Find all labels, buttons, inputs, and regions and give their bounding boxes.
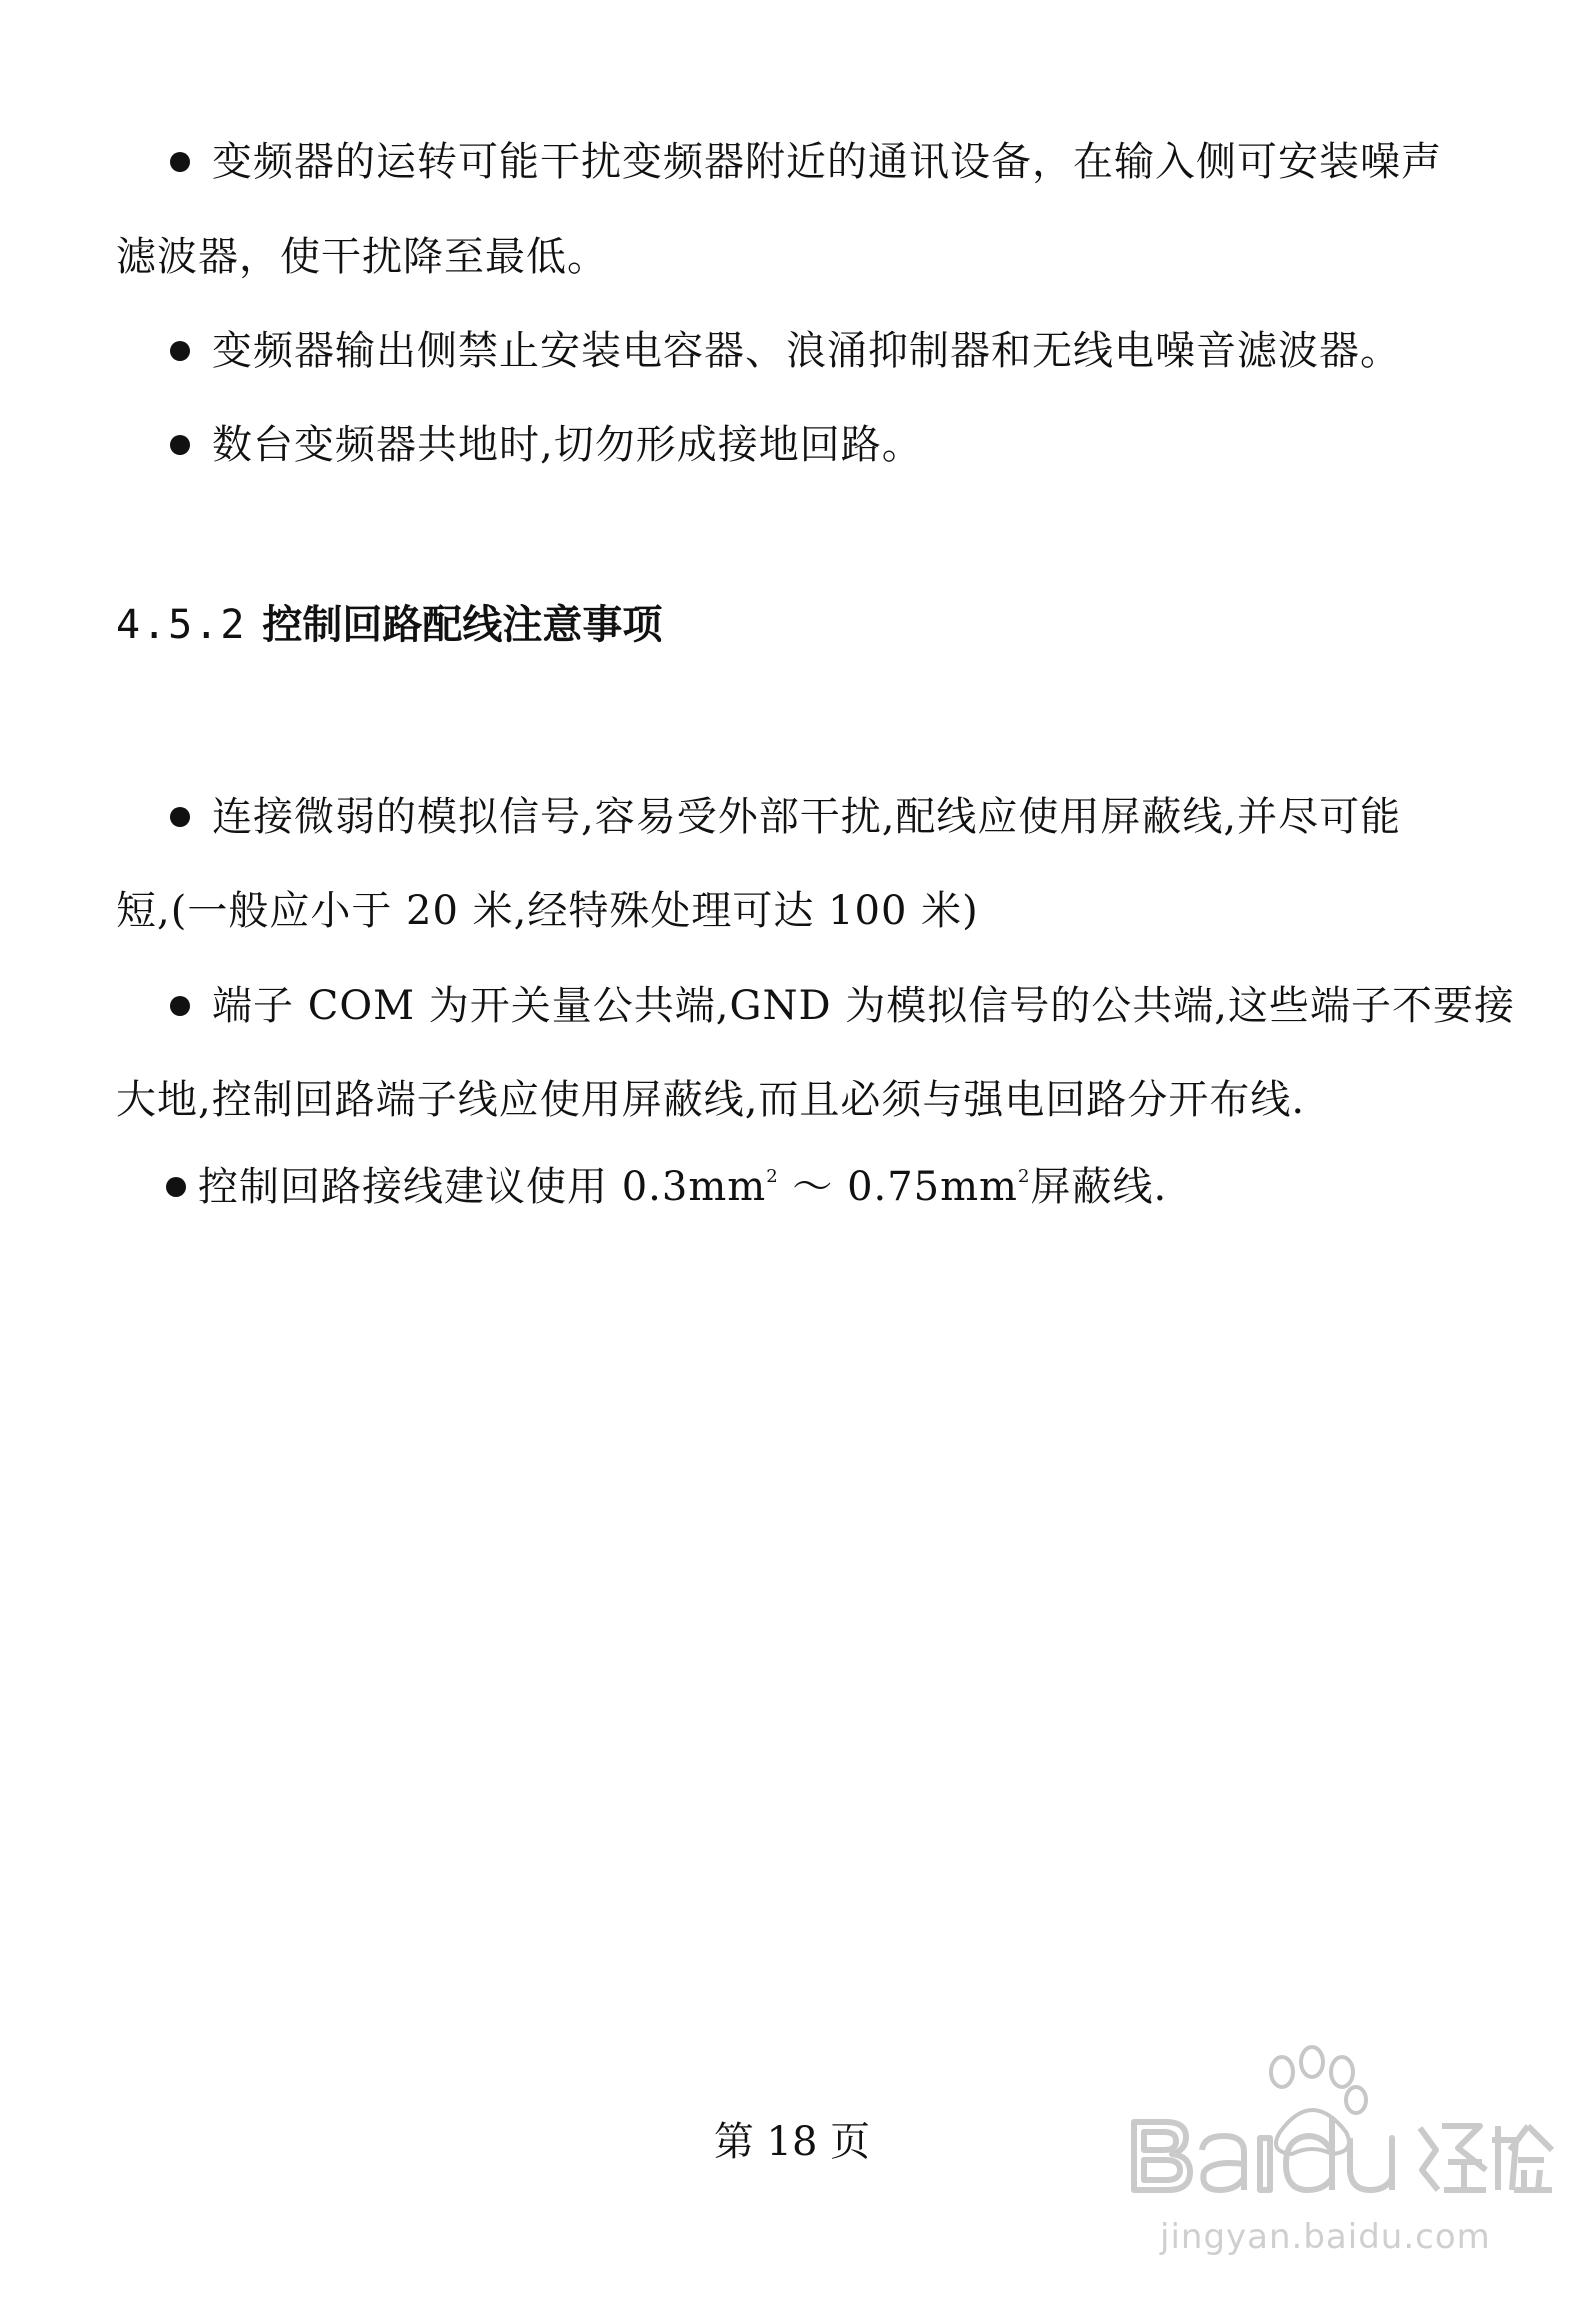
page-number: 第 18 页 <box>713 2119 871 2165</box>
section-title: 控制回路配线注意事项 <box>262 601 663 648</box>
superscript: 2 <box>1018 1166 1031 1187</box>
bullet-dot <box>170 807 190 827</box>
bullet-text-part3: 屏蔽线. <box>1030 1164 1168 1210</box>
bullet-text-part1: 控制回路接线建议使用 0.3mm <box>198 1164 767 1210</box>
bullet-dot <box>166 1177 186 1197</box>
bullet-text-part2: ～ 0.75mm <box>778 1164 1018 1210</box>
bullet-continuation: 滤波器，使干扰降至最低。 <box>116 234 608 280</box>
bullet-text: 端子 COM 为开关量公共端,GND 为模拟信号的公共端,这些端子不要接 <box>212 983 1515 1029</box>
bullet-item <box>170 138 1442 186</box>
bullet-item <box>170 793 1401 841</box>
bullet-dot <box>170 341 190 361</box>
paw-icon <box>1120 2040 1560 2270</box>
bullet-item <box>170 982 1515 1030</box>
bullet-dot <box>170 996 190 1016</box>
bullet-text: 变频器输出侧禁止安装电容器、浪涌抑制器和无线电噪音滤波器。 <box>212 328 1401 374</box>
baidu-jingyan-watermark <box>1120 2040 1560 2270</box>
section-number: 4.5.2 <box>116 602 247 648</box>
bullet-dot <box>170 435 190 455</box>
section-heading <box>116 601 662 649</box>
bullet-continuation: 大地,控制回路端子线应使用屏蔽线,而且必须与强电回路分开布线. <box>116 1077 1306 1123</box>
bullet-item <box>170 421 923 469</box>
bullet-text: 数台变频器共地时,切勿形成接地回路。 <box>212 422 923 468</box>
superscript: 2 <box>766 1166 779 1187</box>
bullet-dot <box>170 152 190 172</box>
bullet-continuation: 短,(一般应小于 20 米,经特殊处理可达 100 米) <box>116 888 979 934</box>
bullet-item <box>166 1163 1167 1211</box>
bullet-text: 连接微弱的模拟信号,容易受外部干扰,配线应使用屏蔽线,并尽可能 <box>212 794 1402 840</box>
bullet-text: 变频器的运转可能干扰变频器附近的通讯设备，在输入侧可安装噪声 <box>212 139 1442 185</box>
bullet-item <box>170 327 1401 375</box>
watermark-url-graphic: jingyan.baidu.com <box>1160 2217 1491 2257</box>
